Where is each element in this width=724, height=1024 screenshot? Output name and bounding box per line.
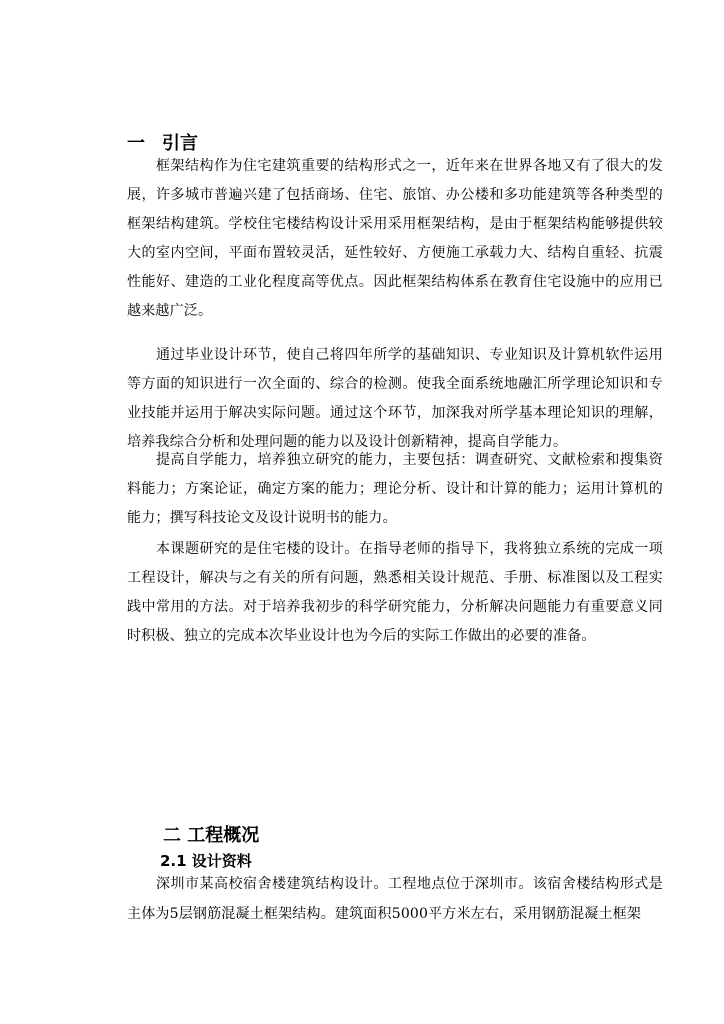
- section-1-number: 一: [127, 133, 145, 154]
- intro-paragraph-3: 提高自学能力，培养独立研究的能力，主要包括：调查研究、文献检索和搜集资料能力；方案论证，确定方案的能力；理论分析、设计和计算的能力；运用计算机的能力；撰写科技论文及设计说明书的能力。: [127, 452, 663, 526]
- subsection-2-1-heading: 2.1 设计资料: [160, 852, 252, 870]
- intro-paragraph-1: 框架结构作为住宅建筑重要的结构形式之一，近年来在世界各地又有了很大的发展，许多城市普遍兴建了包括商场、住宅、旅馆、办公楼和多功能建筑等各种类型的框架结构建筑。学校住宅楼结构设计采用采用框架结构，是由于框架结构能够提供较大的室内空间，平面布置较灵活，延性较好、方便施工承载力大、结构自重轻、抗震性能好、建造的工业化程度高等优点。因此框架结构体系在教育住宅设施中的应用已越来越广泛。: [127, 158, 663, 319]
- design-data-paragraph: 深圳市某高校宿舍楼建筑结构设计。工程地点位于深圳市。该宿舍楼结构形式是主体为5层钢筋混凝土框架结构。建筑面积5000平方米左右，采用钢筋混凝土框架: [127, 876, 663, 922]
- intro-paragraph-2: 通过毕业设计环节，使自己将四年所学的基础知识、专业知识及计算机软件运用等方面的知识进行一次全面的、综合的检测。使我全面系统地融汇所学理论知识和专业技能并运用于解决实际问题。通过这个环节，加深我对所学基本理论知识的理解，培养我综合分析和处理问题的能力以及设计创新精神，提高自学能力。: [127, 347, 663, 450]
- section-2-heading: 二 工程概况: [163, 825, 260, 846]
- section-1-title: 引言: [162, 133, 198, 154]
- intro-paragraph-4: 本课题研究的是住宅楼的设计。在指导老师的指导下，我将独立系统的完成一项工程设计，解决与之有关的所有问题，熟悉相关设计规范、手册、标准图以及工程实践中常用的方法。对于培养我初步的科学研究能力，分析解决问题能力有重要意义同时积极、独立的完成本次毕业设计也为今后的实际工作做出的必要的准备。: [127, 541, 663, 644]
